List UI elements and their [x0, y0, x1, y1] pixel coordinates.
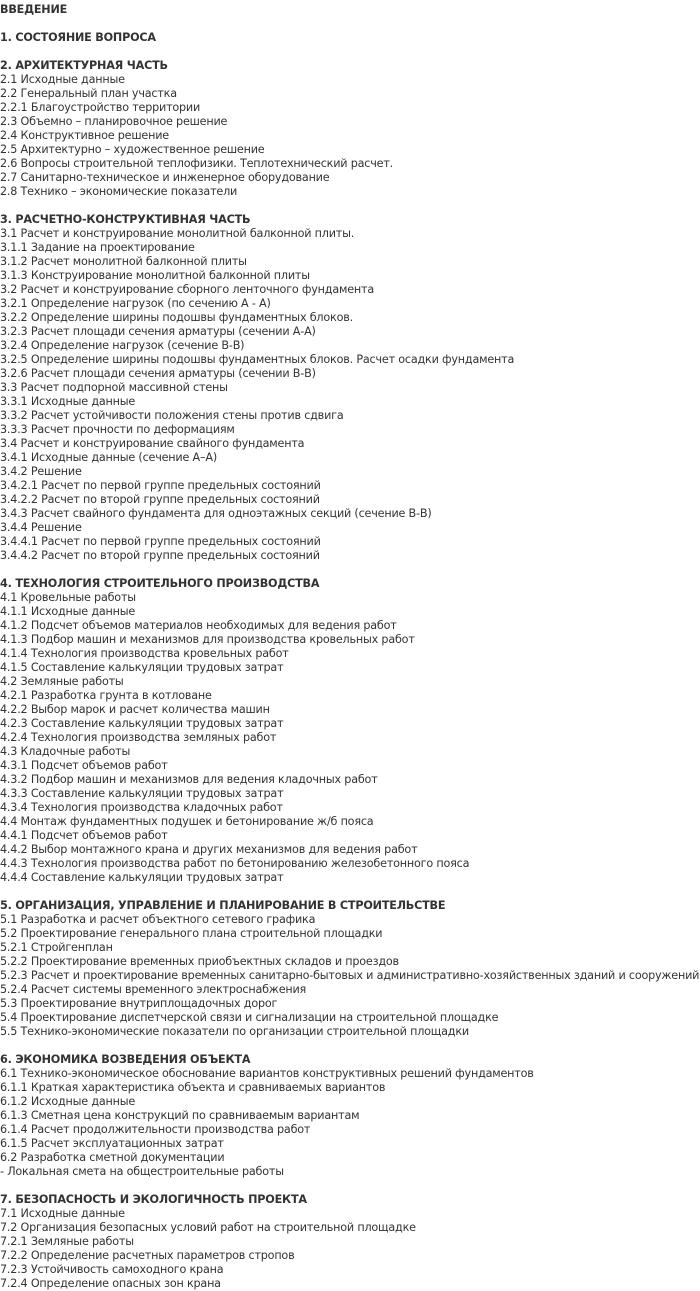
- toc-item: 2.2.1 Благоустройство территории: [0, 101, 201, 114]
- toc-item: 2.1 Исходные данные: [0, 73, 125, 86]
- toc-item: 6.1.5 Расчет эксплуатационных затрат: [0, 1137, 224, 1150]
- section-heading: 5. ОРГАНИЗАЦИЯ, УПРАВЛЕНИЕ И ПЛАНИРОВАНИЕ В СТРОИТЕЛЬСТВЕ: [0, 899, 446, 912]
- toc-item: 3.4.4.1 Расчет по первой группе предельных состояний: [0, 535, 321, 548]
- toc-item: 3.2 Расчет и конструирование сборного ленточного фундамента: [0, 283, 374, 296]
- toc-item: 4.1.1 Исходные данные: [0, 605, 136, 618]
- toc-item: 4.4.2 Выбор монтажного крана и других механизмов для ведения работ: [0, 843, 418, 856]
- toc-item: 6.1.3 Сметная цена конструкций по сравниваемым вариантам: [0, 1109, 360, 1122]
- toc-item: 5.1 Разработка и расчет объектного сетевого графика: [0, 913, 316, 926]
- toc-item: 4.1 Кровельные работы: [0, 591, 136, 604]
- toc-item: 3.4.4.2 Расчет по второй группе предельных состояний: [0, 549, 320, 562]
- toc-item: 3.1.2 Расчет монолитной балконной плиты: [0, 255, 247, 268]
- section-spacer: [0, 563, 700, 577]
- toc-item: 5.4 Проектирование диспетчерской связи и сигнализации на строительной площадке: [0, 1011, 499, 1024]
- toc-item: 5.2.4 Расчет системы временного электроснабжения: [0, 983, 307, 996]
- sections-container: [0, 17, 700, 1291]
- toc-item: 3.2.6 Расчет площади сечения арматуры (сечении В-В): [0, 367, 316, 380]
- toc-item: 5.5 Технико-экономические показатели по организации строительной площадки: [0, 1025, 469, 1038]
- section-heading: 6. ЭКОНОМИКА ВОЗВЕДЕНИЯ ОБЪЕКТА: [0, 1053, 251, 1066]
- section-heading: 4. ТЕХНОЛОГИЯ СТРОИТЕЛЬНОГО ПРОИЗВОДСТВА: [0, 577, 320, 590]
- toc-item: 3.4 Расчет и конструирование свайного фундамента: [0, 437, 305, 450]
- section-spacer: [0, 1179, 700, 1193]
- intro-heading: ВВЕДЕНИЕ: [0, 3, 68, 16]
- toc-item: 4.4.3 Технология производства работ по бетонированию железобетонного пояса: [0, 857, 470, 870]
- toc-item: 4.4.1 Подсчет объемов работ: [0, 829, 168, 842]
- toc-item: 3.2.4 Определение нагрузок (сечение В-В): [0, 339, 245, 352]
- section-heading: 3. РАСЧЕТНО-КОНСТРУКТИВНАЯ ЧАСТЬ: [0, 213, 251, 226]
- toc-item: 7.2.4 Определение опасных зон крана: [0, 1277, 221, 1290]
- table-of-contents: [0, 3, 700, 1291]
- toc-item: 3.1.1 Задание на проектирование: [0, 241, 195, 254]
- toc-item: 3.4.3 Расчет свайного фундамента для одноэтажных секций (сечение В-В): [0, 507, 432, 520]
- toc-item: 3.2.3 Расчет площади сечения арматуры (сечении А-А): [0, 325, 316, 338]
- toc-item: 2.4 Конструктивное решение: [0, 129, 169, 142]
- toc-item: 4.1.3 Подбор машин и механизмов для производства кровельных работ: [0, 633, 415, 646]
- toc-item: 3.4.4 Решение: [0, 521, 82, 534]
- toc-item: 5.2 Проектирование генерального плана строительной площадки: [0, 927, 383, 940]
- toc-item: 6.1 Технико-экономическое обоснование вариантов конструктивных решений фундаментов: [0, 1067, 534, 1080]
- toc-item: 4.1.4 Технология производства кровельных работ: [0, 647, 289, 660]
- toc-item: 7.2.3 Устойчивость самоходного крана: [0, 1263, 224, 1276]
- toc-item: 3.1 Расчет и конструирование монолитной балконной плиты.: [0, 227, 355, 240]
- toc-item: 2.6 Вопросы строительной теплофизики. Теплотехнический расчет.: [0, 157, 393, 170]
- section-spacer: [0, 45, 700, 59]
- section-spacer: [0, 199, 700, 213]
- toc-item: 3.3.2 Расчет устойчивости положения стены против сдвига: [0, 409, 344, 422]
- toc-item: 6.2 Разработка сметной документации: [0, 1151, 225, 1164]
- toc-item: 7.2 Организация безопасных условий работ на строительной площадке: [0, 1221, 416, 1234]
- toc-item: 6.1.2 Исходные данные: [0, 1095, 136, 1108]
- toc-item: 3.4.2.1 Расчет по первой группе предельных состояний: [0, 479, 321, 492]
- toc-item: 2.5 Архитектурно – художественное решение: [0, 143, 265, 156]
- toc-item: 5.3 Проектирование внутриплощадочных дорог: [0, 997, 278, 1010]
- section-heading: 7. БЕЗОПАСНОСТЬ И ЭКОЛОГИЧНОСТЬ ПРОЕКТА: [0, 1193, 307, 1206]
- toc-item: 6.1.4 Расчет продолжительности производства работ: [0, 1123, 311, 1136]
- toc-item: 5.2.2 Проектирование временных приобъектных складов и проездов: [0, 955, 399, 968]
- toc-item: 5.2.1 Стройгенплан: [0, 941, 113, 954]
- toc-item: 4.2.3 Составление калькуляции трудовых затрат: [0, 717, 284, 730]
- toc-item: 3.3.3 Расчет прочности по деформациям: [0, 423, 235, 436]
- toc-item: 4.3.2 Подбор машин и механизмов для ведения кладочных работ: [0, 773, 378, 786]
- toc-item: 4.1.5 Составление калькуляции трудовых затрат: [0, 661, 284, 674]
- section-heading: 2. АРХИТЕКТУРНАЯ ЧАСТЬ: [0, 59, 168, 72]
- toc-item: 4.3.1 Подсчет объемов работ: [0, 759, 168, 772]
- toc-item: 7.2.1 Земляные работы: [0, 1235, 134, 1248]
- toc-item: 3.4.2 Решение: [0, 465, 82, 478]
- toc-item: 7.1 Исходные данные: [0, 1207, 125, 1220]
- toc-item: 4.4 Монтаж фундаментных подушек и бетонирование ж/б пояса: [0, 815, 374, 828]
- toc-item: 4.2.2 Выбор марок и расчет количества машин: [0, 703, 270, 716]
- section-heading: 1. СОСТОЯНИЕ ВОПРОСА: [0, 31, 156, 44]
- toc-item: 4.3.3 Составление калькуляции трудовых затрат: [0, 787, 284, 800]
- toc-item: 7.2.2 Определение расчетных параметров стропов: [0, 1249, 295, 1262]
- toc-item: 3.3.1 Исходные данные: [0, 395, 136, 408]
- toc-item: 4.4.4 Составление калькуляции трудовых затрат: [0, 871, 284, 884]
- toc-item: 3.1.3 Конструирование монолитной балконной плиты: [0, 269, 310, 282]
- section-spacer: [0, 885, 700, 899]
- toc-item: 3.2.5 Определение ширины подошвы фундаментных блоков. Расчет осадки фундамента: [0, 353, 515, 366]
- toc-item: 2.2 Генеральный план участка: [0, 87, 177, 100]
- toc-item: 4.3.4 Технология производства кладочных работ: [0, 801, 283, 814]
- toc-item: 4.2 Земляные работы: [0, 675, 124, 688]
- section-spacer: [0, 17, 700, 31]
- toc-item: 6.1.1 Краткая характеристика объекта и сравниваемых вариантов: [0, 1081, 386, 1094]
- section-spacer: [0, 1039, 700, 1053]
- toc-item: 4.1.2 Подсчет объемов материалов необходимых для ведения работ: [0, 619, 397, 632]
- toc-item: 5.2.3 Расчет и проектирование временных санитарно-бытовых и административно-хозяйственных зданий и сооружений: [0, 969, 700, 982]
- toc-item: 3.2.1 Определение нагрузок (по сечению А - А): [0, 297, 271, 310]
- toc-item: 2.3 Объемно – планировочное решение: [0, 115, 228, 128]
- toc-item: 3.4.1 Исходные данные (сечение А–А): [0, 451, 218, 464]
- toc-item: 4.2.1 Разработка грунта в котловане: [0, 689, 212, 702]
- toc-item: 3.2.2 Определение ширины подошвы фундаментных блоков.: [0, 311, 353, 324]
- toc-item: 4.2.4 Технология производства земляных работ: [0, 731, 277, 744]
- toc-item: 2.7 Санитарно-техническое и инженерное оборудование: [0, 171, 330, 184]
- toc-item: 4.3 Кладочные работы: [0, 745, 131, 758]
- toc-item: 2.8 Технико – экономические показатели: [0, 185, 238, 198]
- toc-item: 3.4.2.2 Расчет по второй группе предельных состояний: [0, 493, 320, 506]
- toc-item: 3.3 Расчет подпорной массивной стены: [0, 381, 228, 394]
- toc-item: - Локальная смета на общестроительные работы: [0, 1165, 284, 1178]
